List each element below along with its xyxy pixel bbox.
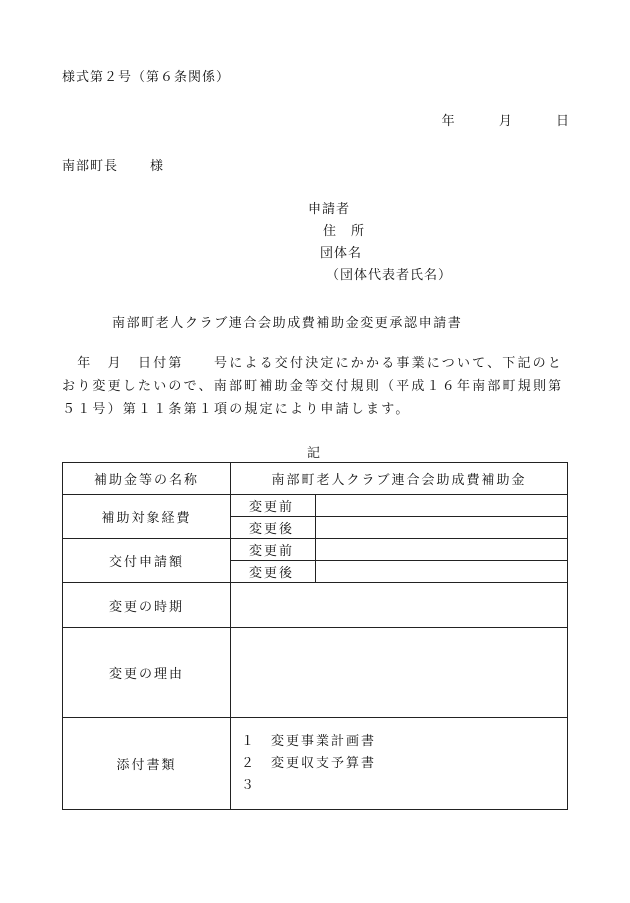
attachment-item: １ 変更事業計画書: [241, 733, 377, 749]
addressee-honorific: 様: [150, 159, 165, 174]
addressee: [62, 155, 164, 174]
applicant-block: [308, 199, 452, 287]
attachments-list: [231, 718, 568, 810]
eligible-expense-before-value[interactable]: [316, 495, 568, 517]
table-row: [63, 583, 568, 628]
form-number: 様式第２号（第６条関係）: [62, 70, 231, 85]
applicant-label: 申請者: [308, 202, 351, 217]
applicant-address: 住 所: [323, 224, 366, 239]
change-reason-label: 変更の理由: [63, 628, 231, 718]
change-timing-value[interactable]: [231, 583, 568, 628]
table-row: [63, 539, 568, 561]
applicant-representative: （団体代表者氏名）: [326, 268, 453, 283]
attachment-item: ２ 変更収支予算書: [241, 755, 377, 771]
date-day: 日: [555, 114, 570, 129]
grant-amount-after-value[interactable]: [316, 561, 568, 583]
table-row: [63, 628, 568, 718]
subsidy-name-label: 補助金等の名称: [63, 463, 231, 495]
change-timing-label: 変更の時期: [63, 583, 231, 628]
addressee-name: 南部町長: [62, 159, 119, 174]
body-text: 年 月 日付第 号による交付決定にかかる事業について、下記のとおり変更したいので、南部町補助金等交付規則（平成１６年南部町規則第５１号）第１１条第１項の規定により申請します。: [62, 356, 564, 417]
date-month: 月: [498, 114, 513, 129]
eligible-expense-after-label: 変更後: [231, 517, 316, 539]
ki-heading: 記: [307, 446, 322, 461]
subsidy-name-value: 南部町老人クラブ連合会助成費補助金: [231, 463, 568, 495]
detail-table: [62, 462, 568, 810]
grant-amount-after-label: 変更後: [231, 561, 316, 583]
change-reason-value[interactable]: [231, 628, 568, 718]
document-title: 南部町老人クラブ連合会助成費補助金変更承認申請書: [112, 316, 463, 331]
table-row: [63, 718, 568, 810]
attachments-label: 添付書類: [63, 718, 231, 810]
eligible-expense-label: 補助対象経費: [63, 495, 231, 539]
table-row: [63, 463, 568, 495]
applicant-org: 団体名: [320, 246, 363, 261]
grant-amount-label: 交付申請額: [63, 539, 231, 583]
eligible-expense-after-value[interactable]: [316, 517, 568, 539]
table-row: [63, 495, 568, 517]
date-line: [404, 110, 570, 129]
grant-amount-before-value[interactable]: [316, 539, 568, 561]
attachment-item: ３: [241, 777, 257, 793]
eligible-expense-before-label: 変更前: [231, 495, 316, 517]
grant-amount-before-label: 変更前: [231, 539, 316, 561]
date-year: 年: [441, 114, 456, 129]
